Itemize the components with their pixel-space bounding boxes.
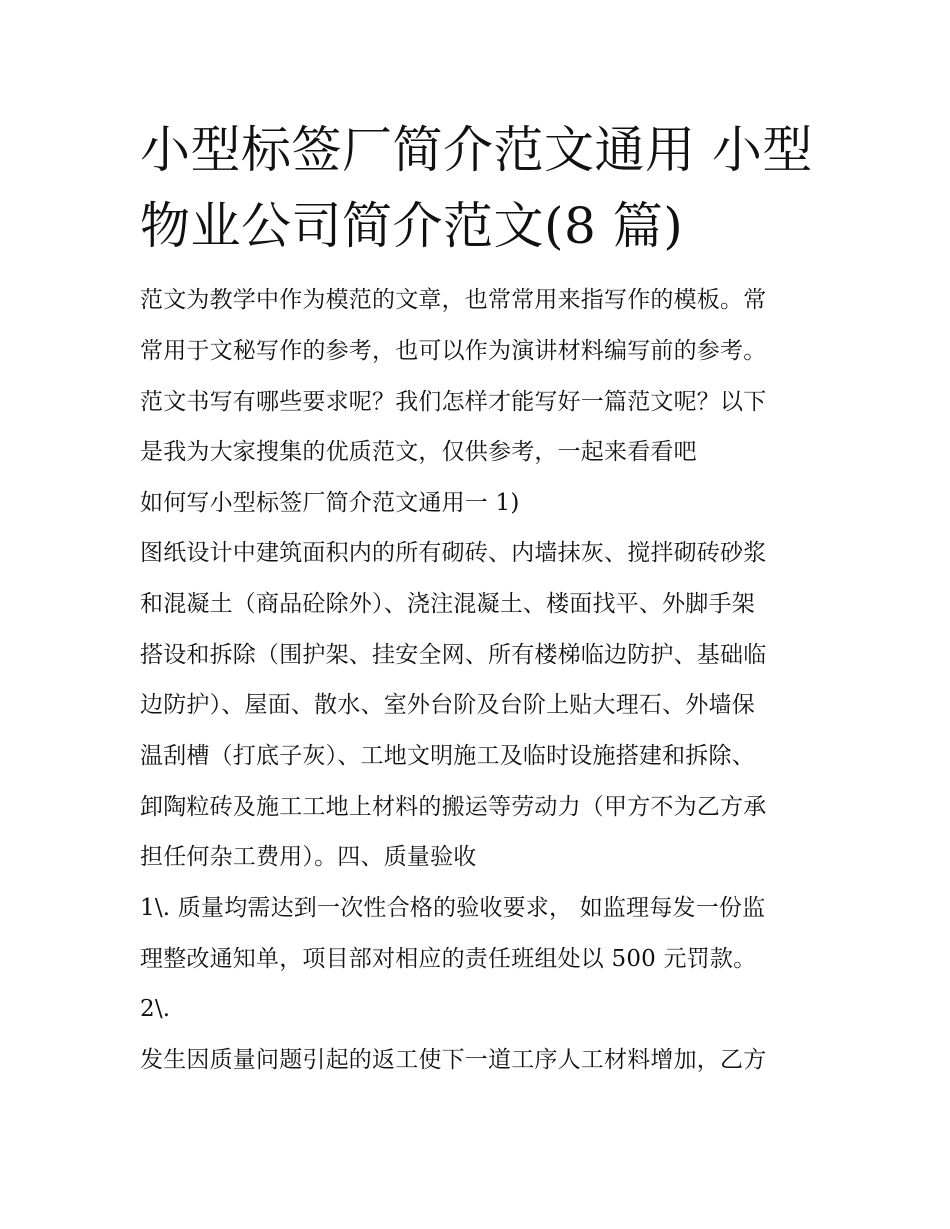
body-line: 2\. <box>140 996 171 1022</box>
title-line-2: 物业公司简介范文(8 篇) <box>140 197 684 255</box>
body-line: 发生因质量问题引起的返工使下一道工序人工材料增加，乙方 <box>140 1047 767 1073</box>
intro-line: 是我为大家搜集的优质范文，仅供参考，一起来看看吧 <box>140 439 697 465</box>
body-line: 卸陶粒砖及施工工地上材料的搬运等劳动力（甲方不为乙方承 <box>140 794 767 820</box>
body-line: 和混凝土（商品砼除外）、浇注混凝土、楼面找平、外脚手架 <box>140 591 755 617</box>
body-line: 担任何杂工费用）。四、质量验收 <box>140 844 477 870</box>
body-line: 搭设和拆除（围护架、挂安全网、所有楼梯临边防护、基础临 <box>140 642 767 668</box>
intro-line: 范文书写有哪些要求呢？我们怎样才能写好一篇范文呢？以下 <box>140 389 767 415</box>
body-line: 理整改通知单，项目部对相应的责任班组处以 500 元罚款。 <box>140 946 757 972</box>
intro-line: 常用于文秘写作的参考，也可以作为演讲材料编写前的参考。 <box>140 338 767 364</box>
body-line: 边防护）、屋面、散水、室外台阶及台阶上贴大理石、外墙保 <box>140 692 755 718</box>
body-line: 1\. 质量均需达到一次性合格的验收要求， 如监理每发一份监 <box>140 895 766 921</box>
body-line: 图纸设计中建筑面积内的所有砌砖、内墙抹灰、搅拌砌砖砂浆 <box>140 540 767 566</box>
title-line-1: 小型标签厂简介范文通用 小型 <box>140 121 813 179</box>
document-title <box>140 112 830 264</box>
body-line: 温刮槽（打底子灰）、工地文明施工及临时设施搭建和拆除、 <box>140 743 755 769</box>
intro-line: 范文为教学中作为模范的文章，也常常用来指写作的模板。常 <box>140 287 767 313</box>
section-heading: 如何写小型标签厂简介范文通用一 1) <box>140 490 520 516</box>
